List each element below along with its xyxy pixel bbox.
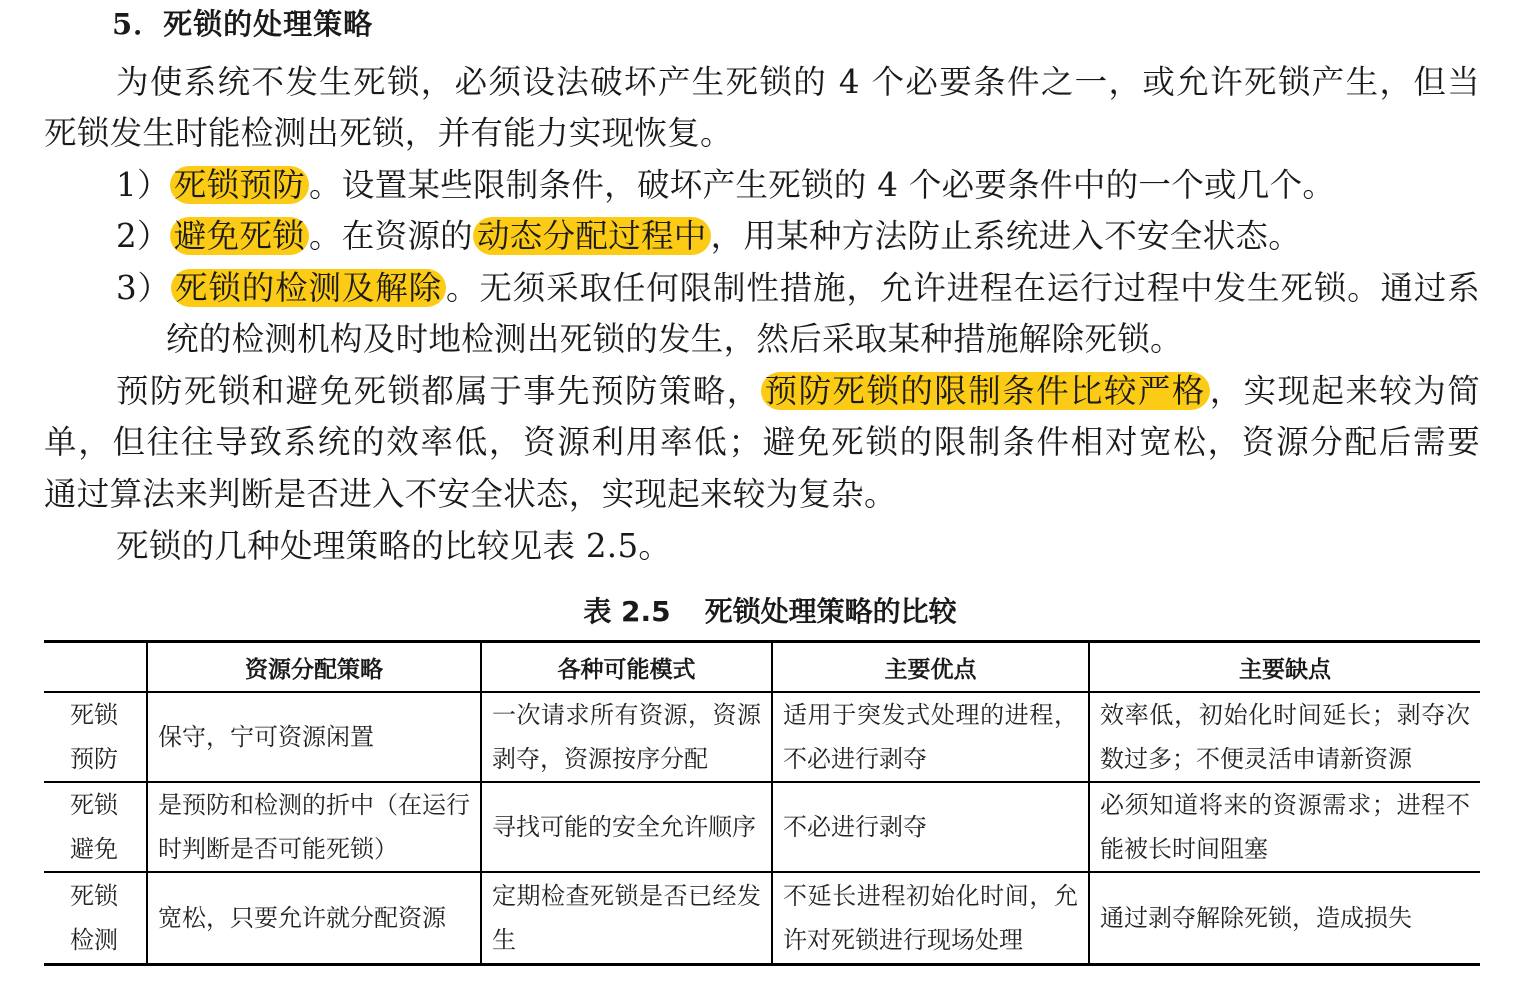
list-item-2-description-end: ，用某种方法防止系统进入不安全状态。 bbox=[710, 217, 1302, 255]
cell-policy: 保守，宁可资源闲置 bbox=[147, 692, 481, 782]
list-item-1-description: 。设置某些限制条件，破坏产生死锁的 4 个必要条件中的一个或几个。 bbox=[308, 166, 1336, 204]
cell-pros: 不延长进程初始化时间，允许对死锁进行现场处理 bbox=[772, 872, 1089, 965]
table-row bbox=[44, 872, 1480, 965]
list-item-3-description: 。无须采取任何限制性措施，允许进程在运行过程中发生死锁。通过系 bbox=[445, 269, 1481, 307]
row-name-line: 避免 bbox=[70, 835, 118, 863]
cell-policy: 是预防和检测的折中（在运行时判断是否可能死锁） bbox=[147, 782, 481, 872]
summary-line-1 bbox=[116, 366, 1480, 416]
header-pros: 主要优点 bbox=[772, 642, 1089, 693]
header-policy: 资源分配策略 bbox=[147, 642, 481, 693]
list-item-1-number: 1） bbox=[116, 166, 170, 204]
cell-pros: 不必进行剥夺 bbox=[772, 782, 1089, 872]
table-header-row bbox=[44, 642, 1480, 693]
list-item-3-continuation: 统的检测机构及时地检测出死锁的发生，然后采取某种措施解除死锁。 bbox=[166, 320, 1183, 358]
row-name-line: 死锁 bbox=[70, 701, 118, 729]
summary-highlight: 预防死锁的限制条件比较严格 bbox=[761, 372, 1210, 410]
list-item-2-term-highlight: 避免死锁 bbox=[170, 217, 309, 255]
list-item-2-description-start: 。在资源的 bbox=[308, 217, 473, 255]
cell-pros: 适用于突发式处理的进程，不必进行剥夺 bbox=[772, 692, 1089, 782]
comparison-table bbox=[44, 640, 1480, 966]
list-item-3-number: 3） bbox=[116, 269, 171, 307]
cell-modes: 定期检查死锁是否已经发生 bbox=[481, 872, 772, 965]
summary-line-3: 通过算法来判断是否进入不安全状态，实现起来较为复杂。 bbox=[44, 475, 897, 513]
list-item-1-term-highlight: 死锁预防 bbox=[170, 166, 309, 204]
list-item-2 bbox=[116, 211, 1301, 261]
row-name-prevention bbox=[44, 692, 147, 782]
cell-policy: 宽松，只要允许就分配资源 bbox=[147, 872, 481, 965]
row-name-line: 死锁 bbox=[70, 882, 118, 910]
row-name-line: 预防 bbox=[70, 745, 118, 773]
table-caption bbox=[0, 590, 1540, 634]
row-name-avoidance bbox=[44, 782, 147, 872]
table-caption-title: 死锁处理策略的比较 bbox=[704, 595, 957, 628]
list-item-1 bbox=[116, 160, 1335, 210]
cell-cons: 通过剥夺解除死锁，造成损失 bbox=[1089, 872, 1480, 965]
summary-line-1-end: ，实现起来较为简 bbox=[1209, 372, 1480, 410]
cell-modes: 一次请求所有资源，资源剥夺，资源按序分配 bbox=[481, 692, 772, 782]
table-row bbox=[44, 782, 1480, 872]
row-name-detection bbox=[44, 872, 147, 965]
list-item-3 bbox=[116, 263, 1480, 313]
row-name-line: 死锁 bbox=[70, 791, 118, 819]
intro-line-2: 死锁发生时能检测出死锁，并有能力实现恢复。 bbox=[44, 114, 733, 152]
cell-cons: 必须知道将来的资源需求；进程不能被长时间阻塞 bbox=[1089, 782, 1480, 872]
cell-modes: 寻找可能的安全允许顺序 bbox=[481, 782, 772, 872]
table-reference-line: 死锁的几种处理策略的比较见表 2.5。 bbox=[116, 527, 672, 565]
summary-line-1-start: 预防死锁和避免死锁都属于事先预防策略， bbox=[116, 372, 761, 410]
list-item-2-number: 2） bbox=[116, 217, 170, 255]
row-name-line: 检测 bbox=[70, 926, 118, 954]
header-cons: 主要缺点 bbox=[1089, 642, 1480, 693]
list-item-2-phrase-highlight: 动态分配过程中 bbox=[473, 217, 711, 255]
table-caption-number: 表 2.5 bbox=[583, 595, 671, 628]
list-item-3-term-highlight: 死锁的检测及解除 bbox=[171, 269, 446, 307]
table-row bbox=[44, 692, 1480, 782]
section-title: 5．死锁的处理策略 bbox=[112, 7, 374, 41]
intro-line-1: 为使系统不发生死锁，必须设法破坏产生死锁的 4 个必要条件之一，或允许死锁产生，但当 bbox=[116, 63, 1480, 101]
header-blank bbox=[44, 642, 147, 693]
header-modes: 各种可能模式 bbox=[481, 642, 772, 693]
summary-line-2: 单，但往往导致系统的效率低，资源利用率低；避免死锁的限制条件相对宽松，资源分配后需要 bbox=[44, 423, 1480, 461]
cell-cons: 效率低，初始化时间延长；剥夺次数过多；不便灵活申请新资源 bbox=[1089, 692, 1480, 782]
